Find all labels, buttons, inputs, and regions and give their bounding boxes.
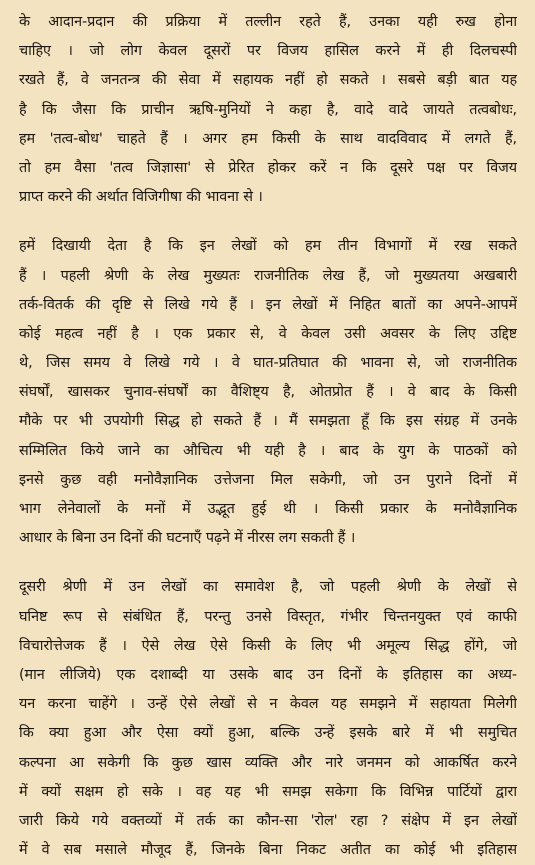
paragraph-1 [19, 8, 517, 212]
text-line: तर्क-वितर्क की दृष्टि से लिखे गये हैं । इन लेखों में निहित बातों का अपने-आपमें [19, 296, 517, 313]
text-line: दूसरी श्रेणी में उन लेखों का समावेश है, जो पहली श्रेणी के लेखों से [19, 579, 517, 596]
text-line: में क्यों सक्षम हो सके । वह यह भी समझ सकेगा कि विभिन्न पार्टियों द्वारा [19, 783, 517, 800]
text-line: रखते हैं, वे जनतन्त्र की सेवा में सहायक नहीं हो सकते । सबसे बड़ी बात यह [19, 72, 517, 89]
text-line: तो हम वैसा 'तत्व जिज्ञासा' से प्रेरित होकर करें न कि दूसरे पक्ष पर विजय [19, 159, 517, 176]
text-line: यन करना चाहेंगे । उन्हें ऐसे लेखों से न केवल यह समझने में सहायता मिलेगी [19, 696, 517, 713]
text-line: कल्पना आ सकेगी कि कुछ खास व्यक्ति और नारे जनमन को आकर्षित करने [19, 754, 517, 771]
text-line: के आदान-प्रदान की प्रक्रिया में तल्लीन रहते हैं, उनका यही रुख होना [19, 14, 517, 30]
paragraph-spacer [19, 553, 517, 573]
text-line: (मान लीजिये) एक दशाब्दी या उसके बाद उन दिनों के इतिहास का अध्य- [19, 666, 517, 683]
text-line: भाग लेनेवालों के मनों में उद्भूत हुई थी । किसी प्रकार के मनोवैज्ञानिक [19, 501, 517, 517]
text-line: घनिष्ट रूप से संबंधित हैं, परन्तु उनसे विस्तृत, गंभीर चिन्तनयुक्त एवं काफी [19, 608, 517, 625]
text-line: थे, जिस समय वे लिखे गये । वे घात-प्रतिघात की भावना से, जो राजनीतिक [19, 355, 517, 372]
paragraph-2 [19, 232, 517, 553]
text-line: चाहिए । जो लोग केवल दूसरों पर विजय हासिल करने में ही दिलचस्पी [19, 43, 517, 60]
text-line: हम 'तत्व-बोध' चाहते हैं । अगर हम किसी के साथ वादविवाद में लगते हैं, [19, 130, 517, 147]
text-line: है कि जैसा कि प्राचीन ऋषि-मुनियों ने कहा है, वादे वादे जायते तत्वबोधः, [19, 101, 517, 118]
text-line: कि क्या हुआ और ऐसा क्यों हुआ, बल्कि उन्हें इसके बारे में भी समुचित [19, 725, 517, 742]
text-line: में वे सब मसाले मौजूद हैं, जिनके बिना निकट अतीत का कोई भी इतिहास [19, 842, 517, 859]
text-line: हमें दिखायी देता है कि इन लेखों को हम तीन विभागों में रख सकते [19, 238, 517, 255]
text-line: आधार के बिना उन दिनों की घटनाएँ पढ़ने में नीरस लग सकती हैं । [19, 530, 356, 547]
text-line: विचारोत्तेजक हैं । ऐसे लेख ऐसे किसी के लिए भी अमूल्य सिद्ध होंगे, जो [19, 637, 517, 654]
text-line: हैं । पहली श्रेणी के लेख मुख्यतः राजनीतिक लेख हैं, जो मुख्यतया अखबारी [19, 267, 517, 284]
text-line: प्राप्त करने की अर्थात विजिगीषा की भावना से । [19, 189, 263, 206]
text-line: कोई महत्व नहीं है । एक प्रकार से, वे केवल उसी अवसर के लिए उद्दिष्ट [19, 325, 517, 342]
text-line: इनसे कुछ वही मनोवैज्ञानिक उत्तेजना मिल सकेगी, जो उन पुराने दिनों में [19, 471, 517, 488]
text-line: संघर्षों, खासकर चुनाव-संघर्षों का वैशिष्ट्य है, ओतप्रोत हैं । वे बाद के किसी [19, 384, 517, 401]
text-line: सम्मिलित किये जाने का औचित्य भी यही है । बाद के युग के पाठकों को [19, 442, 517, 459]
paragraph-spacer [19, 212, 517, 232]
text-line: जारी किये गये वक्तव्यों में तर्क का कौन-सा 'रोल' रहा ? संक्षेप में इन लेखों [19, 812, 517, 829]
text-line: मौके पर भी उपयोगी सिद्ध हो सकते हैं । मैं समझता हूँ कि इस संग्रह में उनके [19, 413, 517, 430]
paragraph-3 [19, 573, 517, 865]
